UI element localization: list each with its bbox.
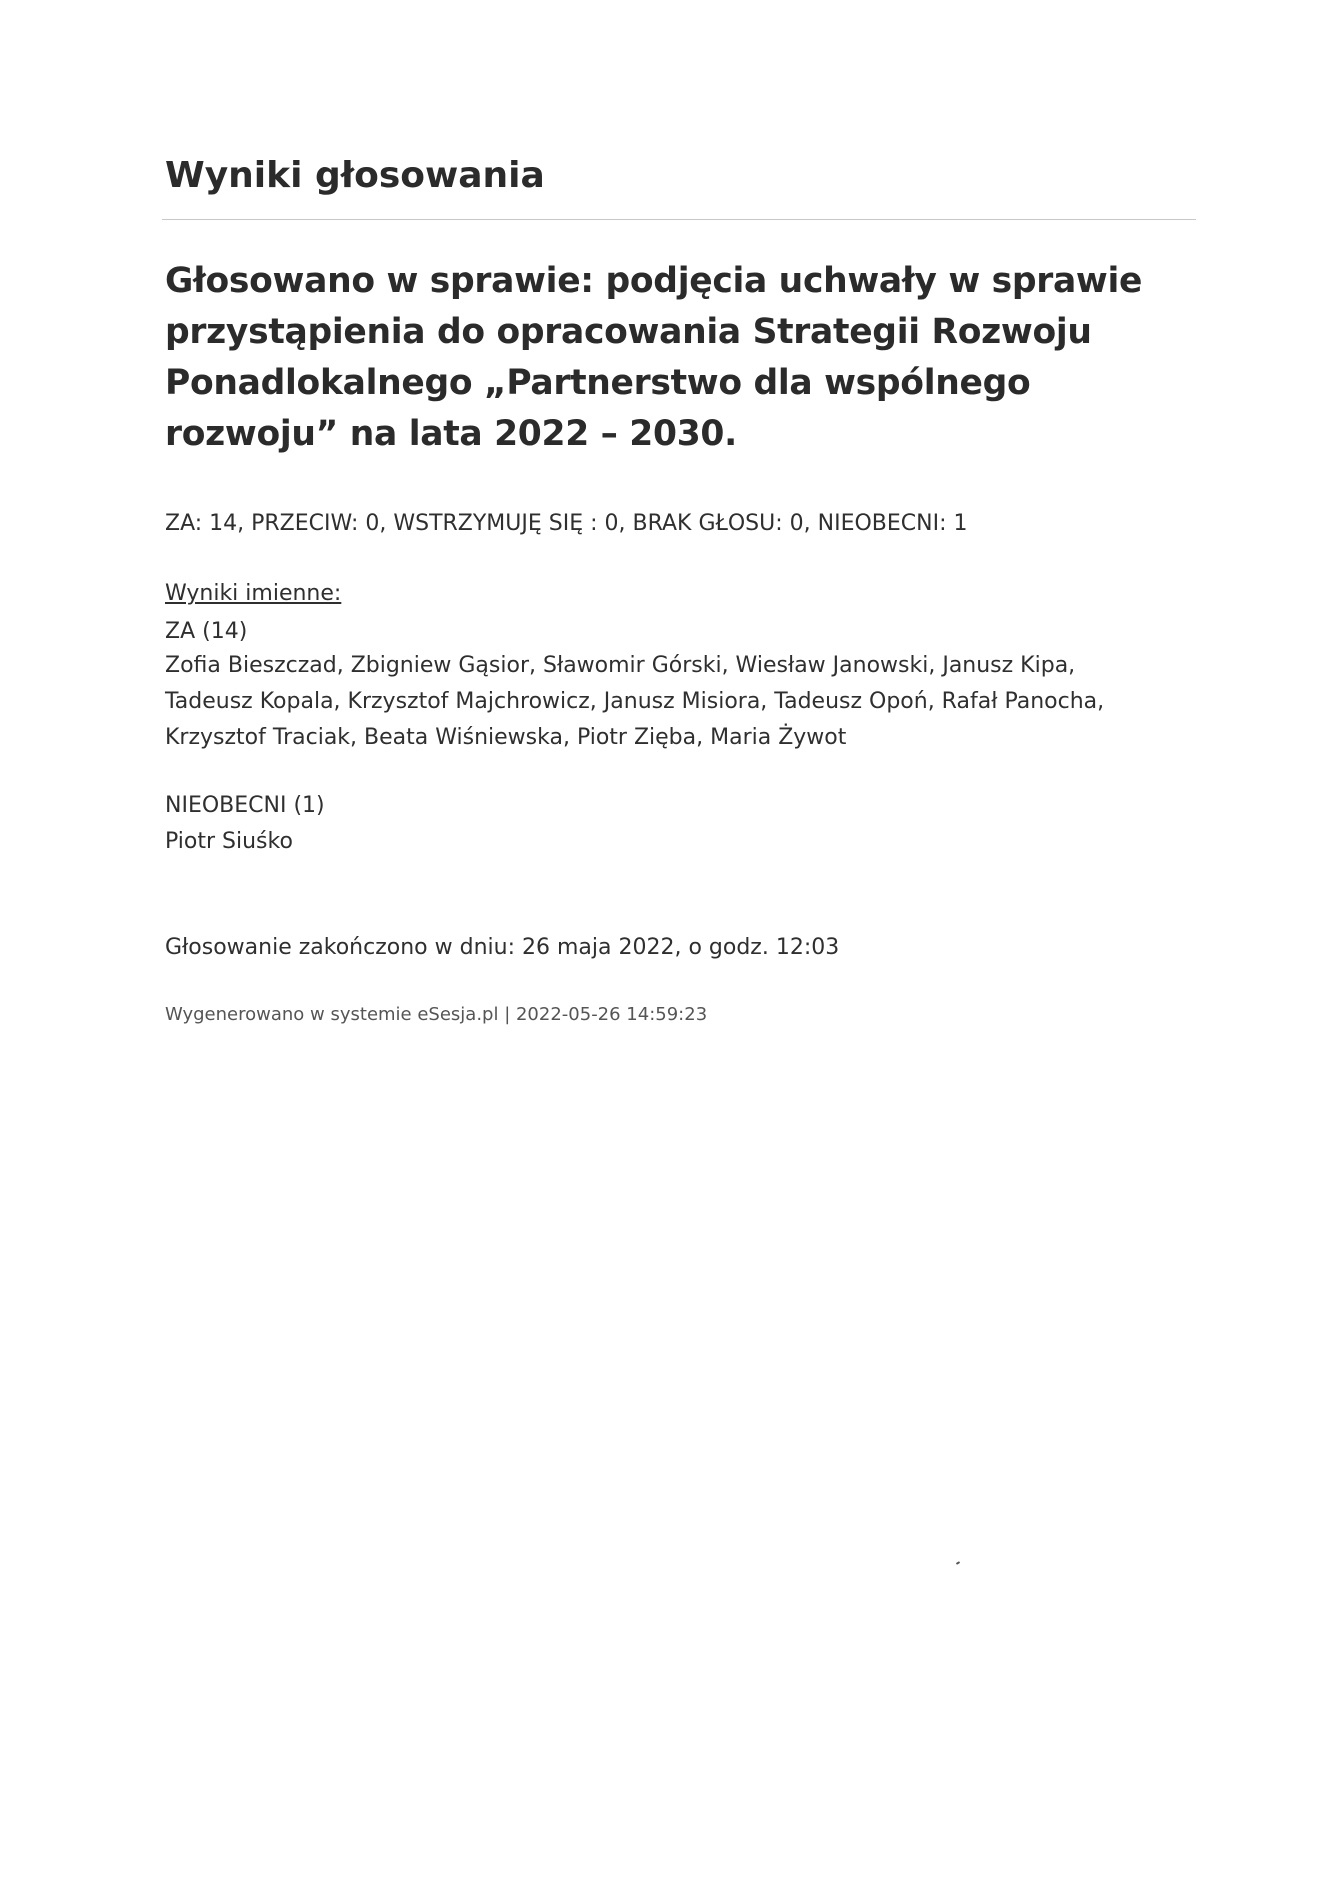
names-line: Piotr Siuśko bbox=[165, 829, 293, 854]
named-results-heading: Wyniki imienne: bbox=[165, 581, 342, 606]
vote-subject bbox=[165, 256, 1205, 460]
document-title: Wyniki głosowania bbox=[165, 155, 545, 196]
vote-subject-line: Głosowano w sprawie: podjęcia uchwały w sprawie bbox=[165, 261, 1143, 301]
group-label-nieobecni: NIEOBECNI (1) bbox=[165, 793, 325, 818]
vote-subject-line: rozwoju” na lata 2022 – 2030. bbox=[165, 414, 737, 454]
vote-subject-line: Ponadlokalnego „Partnerstwo dla wspólnego bbox=[165, 363, 1031, 403]
generated-footer: Wygenerowano w systemie eSesja.pl | 2022-05-26 14:59:23 bbox=[165, 1004, 708, 1025]
scan-speck bbox=[956, 1561, 960, 1565]
names-line: Tadeusz Kopala, Krzysztof Majchrowicz, Janusz Misiora, Tadeusz Opoń, Rafał Panocha, bbox=[165, 689, 1105, 714]
vote-end-statement: Głosowanie zakończono w dniu: 26 maja 2022, o godz. 12:03 bbox=[165, 935, 840, 960]
names-list-za bbox=[165, 648, 1104, 756]
names-list-nieobecni bbox=[165, 824, 293, 860]
vote-summary: ZA: 14, PRZECIW: 0, WSTRZYMUJĘ SIĘ : 0, BRAK GŁOSU: 0, NIEOBECNI: 1 bbox=[165, 511, 968, 536]
title-divider bbox=[162, 219, 1196, 220]
vote-subject-line: przystąpienia do opracowania Strategii Rozwoju bbox=[165, 312, 1092, 352]
names-line: Krzysztof Traciak, Beata Wiśniewska, Piotr Zięba, Maria Żywot bbox=[165, 725, 847, 750]
names-line: Zofia Bieszczad, Zbigniew Gąsior, Sławomir Górski, Wiesław Janowski, Janusz Kipa, bbox=[165, 653, 1076, 678]
group-label-za: ZA (14) bbox=[165, 619, 248, 644]
